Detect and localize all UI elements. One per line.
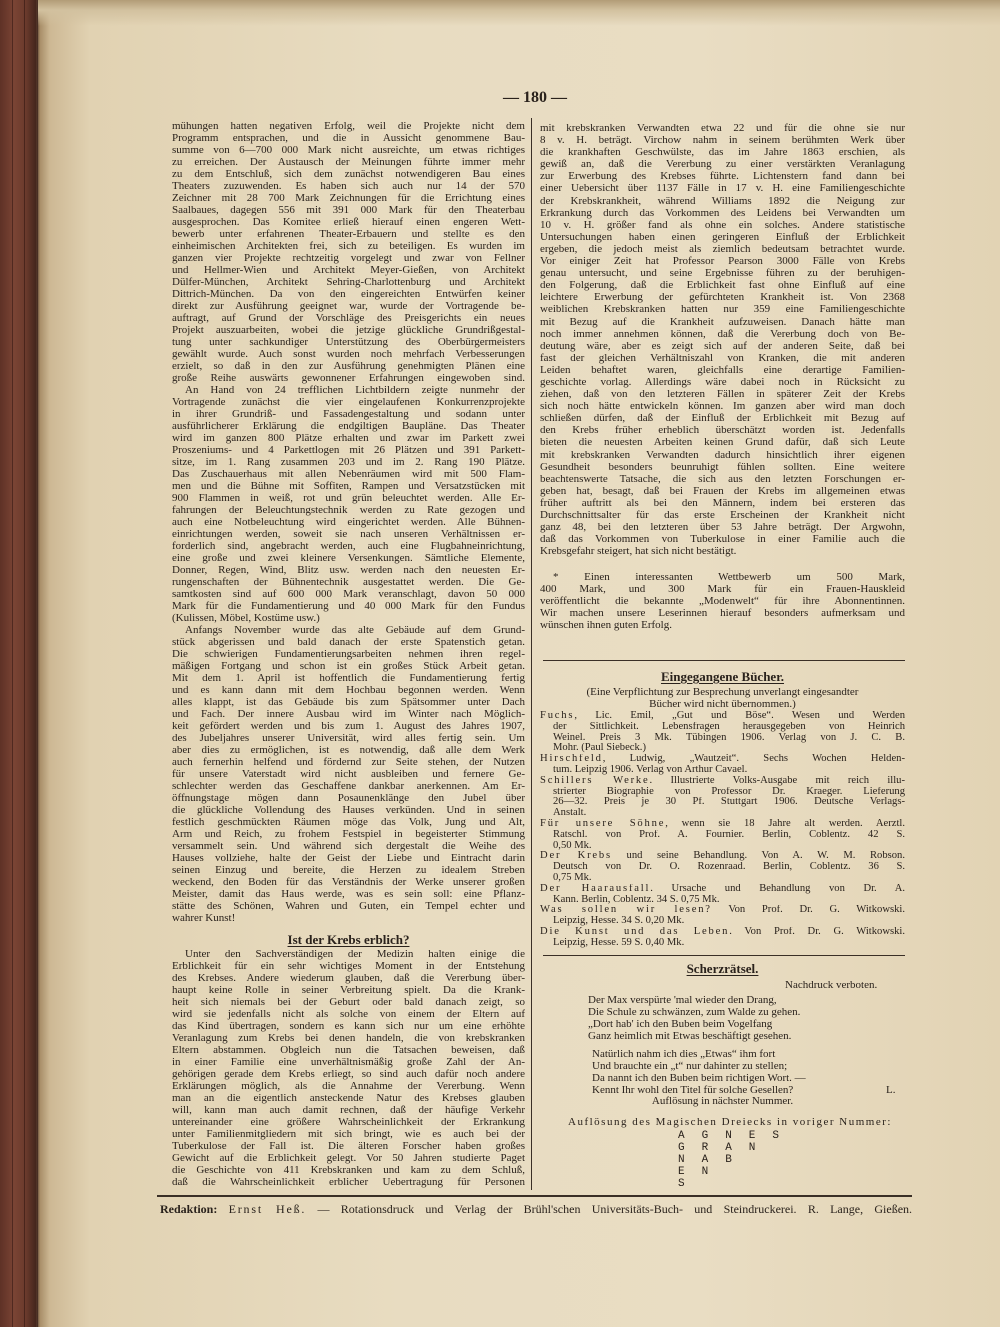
text-line: Theaters zuzuwenden. Es haben sich auch nur 14 der 570 [172,180,525,192]
text-line: 8 v. H. beträgt. Virchow nahm in seinem berühmten Werk über [540,134,905,147]
text-line: noch immer annehmen können, daß die Vererbung doch von Be- [540,327,905,340]
text-line: mit krebskranken Verwandten etwa 22 und für die ohne sie nur [540,122,905,134]
text-line: die Geschichte von 411 Krebskranken und kam zu dem Schluß, [172,1164,525,1176]
text-line: sich noch hätte entwickeln können. Im ganzen aber wird man doch [540,400,905,413]
text-line: Bücher wird nicht übernommen.) [649,698,796,710]
text-line: samtkosten sind auf 600 000 Mark veranschlagt, davon 50 000 [172,588,525,600]
text-line: Mark für die Fundamentierung und 40 000 Mark für den Fundus [172,600,525,612]
page-number: — 180 — [503,89,567,106]
text-line: Eltern abstammen. Obgleich nun die Tatsachen beweisen, daß [172,1044,525,1056]
text-line: fahrungen der Beleuchtungstechnik werden zu Rate gezogen und [172,504,525,516]
text-line: Anfangs November wurde das alte Gebäude auf dem Grund- [185,624,525,636]
text-line: mit Bezug auf die Krankheit aufzuweisen. Danach hätte man [540,315,905,328]
text-line: Krebsgefahr steigert, hat sich nicht bestätigt. [540,545,737,558]
text-line: unter Familienmitgliedern mit sich bringt, wie es auch bei der [172,1128,525,1140]
text-line: gewiß an, daß die Vererbung zu einer verstärkten Veranlagung [540,158,905,171]
text-line: ganz 48, bei den letzteren über 53 Jahre beträgt. Der Argwohn, [540,521,905,534]
text-line: fast der gleichen Verhältniszahl von Kranken, die mit anderen [540,351,905,364]
text-line: Ganz heimlich mit Etwas beschäftigt gesehen. [588,1030,792,1042]
book-entry-line: Leipzig, Hesse. 59 S. 0,40 Mk. [553,937,685,948]
text-line: Dittrich-München. Da von den eingereichten Entwürfen keiner [172,288,525,300]
text-line: genau untersucht, und seine Ergebnisse führen zu der beruhigen- [540,267,905,280]
text-line: und Fach. Der innere Ausbau wird im Winter nach Möglich- [172,708,525,720]
text-line: Arm und Reich, zu frohem Festspiel in begeisterter Stimmung [172,828,525,840]
text-line: geben hat, besagt, daß bei Frauen der Krebs im allgemeinen etwas [540,484,905,497]
text-line: Natürlich nahm ich dies „Etwas“ ihm fort [592,1048,776,1060]
book-entry-details: . Ursache und Behandlung von Dr. A. [650,883,905,894]
text-line: summe von 6—700 000 Mark nicht ausreichte, um etwas richtiges [172,144,525,156]
text-line: haupt keine Rolle in seiner Verbreitung spielt. Da die Krank- [172,984,525,996]
binding-stripe [37,0,38,1327]
text-line: in ihrer Grundriß- und Fassadengestaltung und sodann unter [172,408,525,420]
text-line: men und die Bühne mit Soffiten, Rampen und Versatzstücken mit [172,480,525,492]
text-line: 10 v. H. größer fand als ohne ein solches. Andere statistische [540,218,905,231]
text-line: Durchschnittsalter für das erste Erscheinen der Krankheit nicht [540,509,905,521]
text-line: wünschen ihnen guten Erfolg. [540,619,672,631]
text-line: Projekt auszuarbeiten, wobei die jetzige glückliche Grundrißgestal- [172,324,525,336]
book-entry-details: und seine Behandlung. Von A. W. M. Robson. [611,851,905,862]
text-line: veröffentlicht die bekannte „Modenwelt“ für ihre Abonnentinnen. [540,595,905,607]
book-entry-details: , wenn sie 18 Jahre alt werden. Aerztl. [665,818,905,829]
book-entry-title: Hirschfeld [540,754,603,765]
text-line: Tuberkulose der Fall ist. Die älteren Forscher haben großes [172,1140,525,1152]
text-line: tung unter sachkundiger Unterstützung des Oberbürgermeisters [172,336,525,348]
book-entry-line: Anstalt. [553,808,587,819]
text-line: wahrer Kunst! [172,912,236,924]
text-line: Mit dem 1. April ist hoffentlich die Fundamentierung fertig [172,672,525,684]
binding-stripe [24,0,25,1327]
text-line: mühungen hatten negativen Erfolg, weil die Projekte nicht dem [172,120,525,132]
text-line: leichtere Erwerbung der gefürchteten Krankheit ist. Von 2368 [540,291,905,304]
text-line: daß das Vorkommen von Tuberkulose in einer Familie auch die [540,533,905,546]
text-line: das Kind übertragen, sondern es kann sich nur um eine erhöhte [172,1020,525,1032]
text-line: ausführlicherer Erklärung die endgiltigen Baupläne. Das Theater [172,420,525,432]
solution-heading: Auflösung des Magischen Dreiecks in voriger Nummer: [568,1116,892,1128]
book-entry-title: Der Haarausfall [540,883,651,894]
text-line: sitze, im 1. Rang zusammen 203 und im 2. Rang 190 Plätze. [172,456,525,468]
text-line: Die Schule zu schwänzen, zum Walde zu gehen. [588,1006,801,1018]
text-line: Meister, damit das Haus werde, was es sein soll: eine Pflanz- [172,888,525,900]
text-line: mäßigen Fortgang und schon ist ein großes Stück Arbeit getan. [172,660,525,672]
text-line: den Krebs früher erheblich überschätzt worden ist. Jedenfalls [540,424,905,437]
text-line: gewählt wurde. Auch sonst wurden noch mehrfach Verbesserungen [172,348,525,360]
text-line: zu erreichen. Der Austausch der Meinungen führte immer mehr [172,156,525,168]
text-line: keit gefördert werden und bis zum 1. August des Jahres 1907, [172,720,525,732]
text-line: Hauses vollziehe, halte der Geist der Liebe und Eintracht darin [172,852,525,864]
text-line: Leiden behaftet waren, gleichfalls eine derartige Familien- [540,363,905,376]
text-line: forderlich sind, angebracht werden, auch eine Flugbahneinrichtung, [172,540,525,552]
book-entry-line: Weinel. Preis 3 Mk. Tübingen 1906. Verlag von J. C. B. [553,732,905,743]
book-entry-line: strierter Biographie von Professor Dr. Kraeger. Lieferung [553,786,905,797]
text-line: Dülfer-München, Architekt Sehring-Charlottenburg und Architekt [172,276,525,288]
text-line: ergeben, die jedoch meist als ziemlich bedeutsam betrachtet wurde. [540,242,905,255]
text-line: gehörigen gerade dem Krebs erliegt, so sind auch dafür noch andere [172,1068,525,1080]
text-line: man an die eigentlich ansteckende Natur des Krebses glauben [172,1092,525,1104]
text-line: erzielt, so daß in den zur Ausführung genehmigten Plänen eine [172,360,525,372]
text-line: Unter den Sachverständigen der Medizin halten einige die [185,948,525,960]
text-line: rungenschaften der Bühnentechnik ausgestattet werden. Die Ge- [172,576,525,588]
wettbewerb-notice [540,571,905,631]
text-line: Saalbaues, dagegen 556 mit 391 000 Mark für den Theaterbau [172,204,525,216]
theater-article [172,120,525,924]
text-line: bieten die neuesten Arbeiten keinen Grund dafür, daß sich Leute [540,436,905,449]
text-line: stätte des Schönen, Wahren und Guten, ein Tempel echter und [172,900,525,912]
text-line: geschichte vorlag. Allerdings wäre dabei noch in Rücksicht zu [540,375,905,388]
book-entry [540,819,905,830]
text-line: Erkrankung durch das Vorkommen des Leidens bei Verwandten um [540,206,905,219]
column-divider [531,118,532,1190]
riddle-stanza-2 [592,1048,887,1096]
text-line: des Krebses. Andere wiederum glauben, daß die Vererbung über- [172,972,525,984]
riddle-stanza-1 [588,994,888,1042]
text-line: Proszeniums- und 4 Parkettlogen mit 26 Plätzen und 391 Parkett- [172,444,525,456]
text-line: auch fernerhin helfend und fördernd zur Seite stehen, der Nutzen [172,756,525,768]
text-line: ziehen, daß von den letzteren Fällen in späterer Zeit der Krebs [540,388,905,401]
text-line: G R A N [678,1142,761,1154]
book-entry-line: Mohr. (Paul Siebeck.) [553,743,646,754]
book-entry-details: Von Prof. Dr. G. Witkowski. [711,905,905,916]
text-line: zu dem Entschluß, sich dem zunächst notwendigeren Bau eines [172,168,525,180]
krebs-article [172,948,525,1188]
text-line: Untersuchungen haben einen geringeren Einfluß der Erblichkeit [540,230,905,243]
riddle-heading: Scherzrätsel. [686,961,759,976]
book-entry [540,776,905,787]
text-line: Zeichner mit 28 700 Mark Zeichnungen für die Errichtung eines [172,192,525,204]
book-entry [540,754,905,765]
text-line: An Hand von 24 trefflichen Lichtbildern zeigte nunmehr der [185,384,525,396]
text-line: in einer Familie eine unverhältnismäßig große Zahl der An- [172,1056,525,1068]
text-line: aber dies zu ermöglichen, ist es notwendig, daß alle dem Werk [172,744,525,756]
text-line: einer Uebersicht über 1137 Fälle in 17 v. H. eine Familiengeschichte [540,182,905,195]
text-line: Erblichkeit für ein sehr wichtiges Moment in der Entstehung [172,960,525,972]
book-entry-line: 0,75 Mk. [553,872,592,883]
text-line: schließen dürfen, daß der Einfluß der Erblichkeit mit Bezug auf [540,412,905,425]
section-separator [543,955,905,956]
footer-rule [157,1195,912,1197]
text-line: Veranlagung zum Krebs bei denen handeln, die von krebskranken [172,1032,525,1044]
text-line: und es kann dann mit dem Hochbau begonnen werden. Wenn [172,684,525,696]
book-entry-line: 26—32. Preis je 30 Pf. Stuttgart 1906. Deutsche Verlags- [553,797,905,808]
text-line: Da nannt ich den Buben beim richtigen Wort. — [592,1072,806,1084]
text-line: E N [678,1166,714,1178]
reprint-notice: Nachdruck verboten. [785,979,878,991]
krebs-article-continued [540,122,905,557]
text-line: 900 Flammen in weiß, rot und grün beleuchtet werden. Alle Er- [172,492,525,504]
magic-triangle-solution [678,1130,818,1190]
book-entry-title: Der Krebs [540,851,612,862]
text-line: Kennt Ihr wohl den Titel für solche Gesellen? [592,1084,794,1096]
text-line: eine große und zwei kleinere Versenkungen. Sämtliche Elemente, [172,552,525,564]
text-line: 400 Mark, und 300 Mark für ein Frauen-Hauskleid [540,583,905,595]
text-line: und Hellmer-Wien und Architekt Meyer-Gießen, von Architekt [172,264,525,276]
text-line: weckend, den Boden für das Verständnis der Werke unserer großen [172,876,525,888]
footer-label: Redaktion: [160,1202,218,1216]
footer-imprint [160,1202,912,1216]
book-entry-title: Was sollen wir lesen? [540,905,712,916]
book-entry-title: Für unsere Söhne [540,818,666,829]
books-disclaimer [540,686,905,710]
book-entry-line: Kann. Berlin, Coblentz. 34 S. 0,75 Mk. [553,894,720,905]
text-line: Der Max verspürte 'mal wieder den Drang, [588,994,777,1006]
text-line: wird sie jedenfalls nicht als solche von einem der Eltern auf [172,1008,525,1020]
book-entry-line: 0,50 Mk. [553,840,592,851]
book-entry-details: . Illustrierte Volks-Ausgabe mit reich illu- [649,775,905,786]
book-entry-title: Fuchs [540,711,575,721]
text-line: des Jubeljahres unserer Universität, wird alles fertig sein. Um [172,732,525,744]
text-line: daß die Wahrscheinlichkeit erblicher Uebertragung für Personen [172,1176,525,1188]
text-line: früher auftritt als bei den Männern, indem bei ersteren das [540,496,905,509]
text-line: seinen Einzug und bereite, die Herzen zu idealem Streben [172,864,525,876]
text-line: S [678,1178,690,1190]
text-line: große Reihe auswärts gewonnener Erfahrungen eingewoben sind. [172,372,525,384]
book-list [540,711,905,949]
book-entry [540,711,905,722]
text-line: „Dort hab' ich den Buben beim Vogelfang [588,1018,773,1030]
article-heading-krebs: Ist der Krebs erblich? [287,932,410,947]
section-separator [543,660,905,661]
book-entry-details: . Von Prof. Dr. G. Witkowski. [729,926,905,937]
text-line: (Kulissen, Möbel, Kostüme usw.) [172,612,320,624]
text-line: (Eine Verpflichtung zur Besprechung unverlangt eingesandter [586,686,859,698]
text-line: festlich geschmückten Räumen möge das Volk, Jung und Alt, [172,816,525,828]
text-line: Und brauchte ein „t“ nur dahinter zu stellen; [592,1060,788,1072]
text-line: ausgesprochen. Das Komitee erließ hierauf einen engeren Wett- [172,216,525,228]
text-line: heit sich niemals bei der Geburt oder bald danach zeigt, so [172,996,525,1008]
text-line: versammelt sein. Und während sich dergestalt die Weihe des [172,840,525,852]
text-line: * Einen interessanten Wettbewerb um 500 Mark, [553,571,905,583]
text-line: alles klappt, ist das Gebäude bis zum Spätsommer unter Dach [172,696,525,708]
text-line: Die schwierigen Fundamentierungsarbeiten nehmen ihren regel- [172,648,525,660]
text-line: zur Erwerbung des Krebses führte. Lichtenstern fand dann bei [540,170,905,183]
text-line: weiblichen Krebskranken hatten nur 359 eine Familiengeschichte [540,303,905,316]
text-line: beachtenswerte Tatsache, die sich aus den letzten Forschungen er- [540,472,905,485]
text-line: ganzen vier Projekte rechtzeitig vorgelegt und zwar von Fellner [172,252,525,264]
text-line: auch eine Notbeleuchtung wird eingerichtet werden. Alle Bühnen- [172,516,525,528]
footer-printer: — Rotationsdruck und Verlag der Brühl'schen Universitäts-Buch- und Steindruckerei. R. Lange, Gießen. [317,1202,912,1216]
page-top-edge [38,0,1000,26]
binding-stripe [12,0,13,1327]
text-line: Vor einiger Zeit hat Professor Pearson 3000 Fälle von Krebs [540,255,905,268]
book-entry-line: Ratschl. von Prof. A. Fournier. Berlin, Coblentz. 42 S. [553,829,905,840]
text-line: Wir machen unsere Leserinnen hierauf besonders aufmerksam und [540,607,905,619]
books-heading: Eingegangene Bücher. [660,669,785,684]
text-line: der Krebskrankheit, während Williams 1892 die Neigung zur [540,194,905,207]
footer-editor: Ernst Heß. [228,1202,307,1216]
book-entry-line: Deutsch von Dr. O. Rozenraad. Berlin, Coblentz. 36 S. [553,862,905,873]
riddle-solution-note: Auflösung in nächster Nummer. [651,1095,794,1107]
text-line: untereinander eine größere Wahrscheinlichkeit der Erkrankung [172,1116,525,1128]
text-line: schlechter werden das Geschaffene dankbar anerkennen. Am Er- [172,780,525,792]
text-line: die krankhaften Geschwülste, das im Jahre 1863 erschien, als [540,146,905,159]
text-line: will, kann man auch damit rechnen, daß der häufige Verkehr [172,1104,525,1116]
text-line: die glückliche Vollendung des Hauses verkünden. Und in seinen [172,804,525,816]
text-line: Erklärungen möglich, als die Annahme der Vererbung. Wenn [172,1080,525,1092]
book-entry-details: , Lic. Emil, „Gut und Böse“. Wesen und Werden [574,711,905,721]
text-line: Das Zuschauerhaus mit allen Nebenräumen wird mit 500 Flam- [172,468,525,480]
text-line: einrichtungen werden, soweit sie nach unseren Verhältnissen er- [172,528,525,540]
text-line: auftragt, auf Grund der Vorschläge des Preisgerichts ein neues [172,312,525,324]
text-line: Vortragende zunächst die vier eingelaufenen Konkurrenzprojekte [172,396,525,408]
text-line: Gesundheit besonders beunruhigt fühlen sollten. Eine weitere [540,460,905,473]
text-line: den Folgerung, daß die Erblichkeit fast ohne Einfluß auf eine [540,279,905,292]
book-entry-line: Leipzig, Hesse. 34 S. 0,20 Mk. [553,916,685,927]
text-line: Donner, Regen, Wind, Blitz usw. werden nach den neuesten Er- [172,564,525,576]
book-entry-details: , Ludwig, „Wautzeit“. Sechs Wochen Helden- [602,754,905,765]
text-line: direkt zur Ausführung geeignet war, wurde der Vortragende be- [172,300,525,312]
text-line: Gewicht auf die Erblichkeit gelegt. Vor 50 Jahren studierte Paget [172,1152,525,1164]
text-line: wird im ganzen 800 Plätze erhalten und zwar im Parkett zwei [172,432,525,444]
book-entry [540,905,905,916]
book-entry [540,927,905,938]
riddle-signature: L. [886,1084,896,1096]
text-line: einheimischen Architekten frei, sich zu beteiligen. Es wurden im [172,240,525,252]
book-entry-title: Die Kunst und das Leben [540,926,730,937]
text-line: N A B [678,1154,738,1166]
text-line: A G N E S [678,1130,785,1142]
text-line: deutung wäre, aber es zeigt sich auf der anderen Seite, daß bei [540,339,905,352]
book-entry-line: tum. Leipzig 1906. Verlag von Arthur Cavael. [553,764,748,775]
book-entry-title: Schillers Werke [540,775,650,786]
text-line: für unsere Vaterstadt wird nicht ausbleiben und fernere Ge- [172,768,525,780]
text-line: mit krebskranken Verwandten dadurch hinsichtlich ihrer eigenen [540,448,905,461]
text-line: öffnungstage mögen dann Posaunenklänge den Jubel über [172,792,525,804]
book-entry-line: der Sittlichkeit. Lebensfragen herausgegeben von Heinrich [553,721,905,732]
text-line: bewerb unter erfahrenen Theater-Erbauern und stellte es den [172,228,525,240]
book-entry [540,851,905,862]
text-line: Programm entsprachen, und die in Aussicht genommene Bau- [172,132,525,144]
book-entry [540,884,905,895]
text-line: stück abgerissen und bald danach der erste Spatenstich getan. [172,636,525,648]
